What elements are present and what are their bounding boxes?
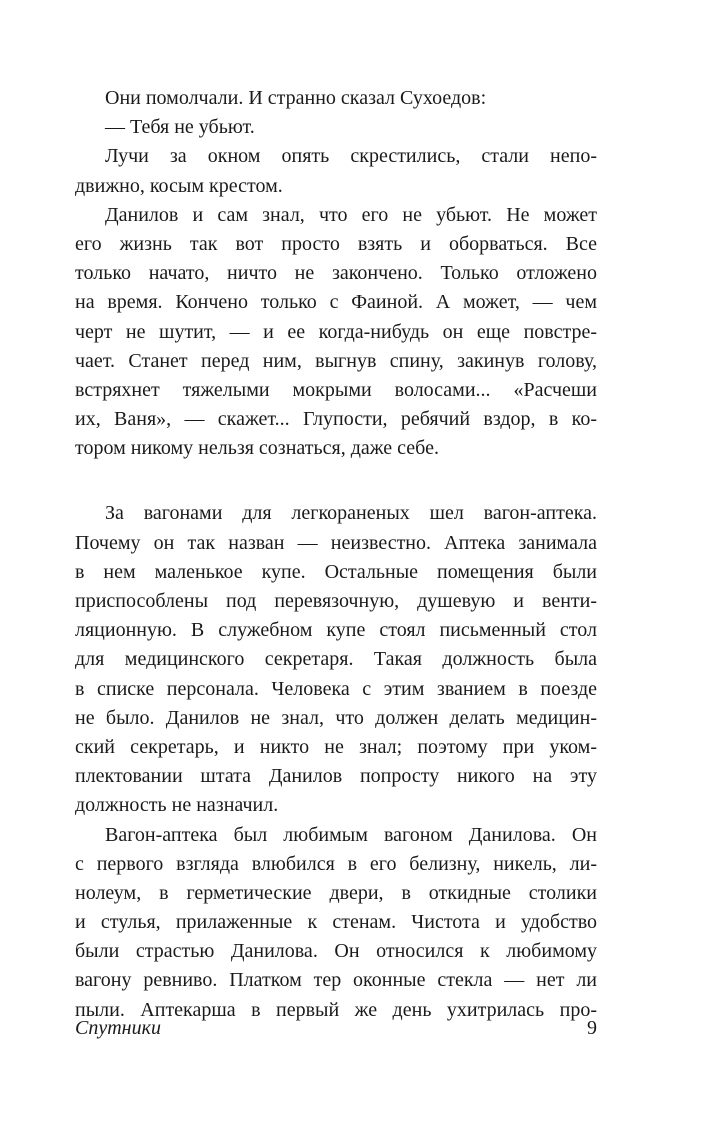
text-line: не было. Данилов не знал, что должен делать медицин- [75,706,597,729]
text-line: приспособлены под перевязочную, душевую и венти- [75,590,597,612]
paragraph [75,201,597,464]
section-break [75,463,597,499]
text-line: тором никому нельзя сознаться, даже себе. [75,437,439,460]
paragraph [75,142,597,200]
text-line: черт не шутит, — и ее когда-нибудь он еще повстре- [75,320,597,343]
paragraph [75,821,597,1025]
text-line: только начато, ничто не закончено. Только отложено [75,262,597,285]
text-line: За вагонами для легкораненых шел вагон-аптека. [105,502,597,525]
text-line: Лучи за окном опять скрестились, стали непо- [105,145,597,168]
text-line: и стулья, прилаженные к стенам. Чистота и удобство [75,911,597,934]
text-line: ский секретарь, и никто не знал; поэтому при уком- [75,735,597,758]
text-line: на время. Кончено только с Фаиной. А может, — чем [75,291,597,314]
page-number: 9 [587,1017,597,1039]
paragraph [75,499,597,820]
text-line: должность не назначил. [75,794,279,817]
text-line: Почему он так назван — неизвестно. Аптека занимала [75,531,597,554]
text-line: его жизнь так вот просто взять и оборваться. Все [75,232,597,255]
page-body [75,84,597,1025]
text-line: Данилов и сам знал, что его не убьют. Не может [105,203,597,226]
text-line: ляционную. В служебном купе стоял письменный стол [75,619,597,642]
paragraph [75,84,597,113]
text-line: пыли. Аптекарша в первый же день ухитрилась про- [75,998,597,1021]
paragraph [75,113,597,142]
page-footer [75,1015,597,1041]
text-line: — Тебя не убьют. [105,116,255,139]
text-line: Вагон-аптека был любимым вагоном Данилова. Он [105,823,597,846]
text-line: с первого взгляда влюбился в его белизну, никель, ли- [75,852,597,875]
text-line: вагону ревниво. Платком тер оконные стекла — нет ли [75,969,597,992]
text-line: были страстью Данилова. Он относился к любимому [75,940,597,963]
text-line: чает. Станет перед ним, выгнув спину, закинув голову, [75,349,597,372]
text-line: нолеум, в герметические двери, в откидные столики [75,881,597,904]
text-line: для медицинского секретаря. Такая должность была [75,648,597,671]
text-line: плектовании штата Данилов попросту никого на эту [75,765,597,788]
text-line: в списке персонала. Человека с этим званием в поезде [75,677,597,700]
text-line: их, Ваня», — скажет... Глупости, ребячий вздор, в ко- [75,408,597,431]
text-line: в нем маленькое купе. Остальные помещения были [75,560,597,583]
running-title: Спутники [75,1017,161,1039]
text-line: Они помолчали. И странно сказал Сухоедов: [105,87,487,109]
text-line: встряхнет тяжелыми мокрыми волосами... «Расчеши [75,378,597,401]
text-line: движно, косым крестом. [75,174,283,197]
